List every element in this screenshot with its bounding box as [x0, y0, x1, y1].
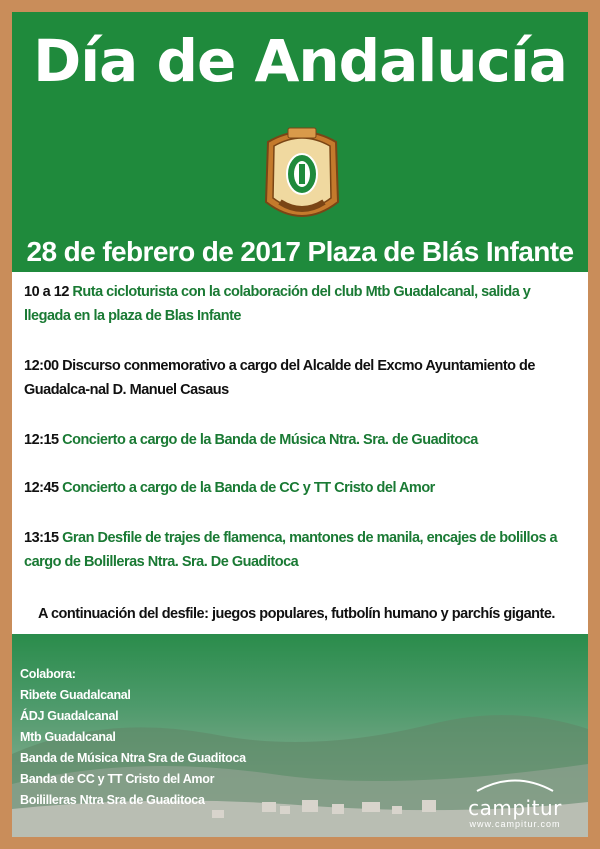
schedule-item	[24, 354, 580, 402]
schedule-text: Ruta cicloturista con la colaboración del club Mtb Guadalcanal, salida y llegada en la plaza de Blas Infante	[24, 284, 531, 324]
schedule-item	[24, 476, 580, 500]
watermark-name: campitur	[468, 796, 562, 820]
collaborator-item: ÁDJ Guadalcanal	[20, 709, 119, 723]
schedule-text: Discurso conmemorativo a cargo del Alcalde del Excmo Ayuntamiento de Guadalca-nal D. Manuel Casaus	[24, 358, 535, 398]
watermark-arc-icon	[475, 776, 555, 792]
watermark-url: www.campitur.com	[469, 819, 561, 829]
collaborator-item: Ribete Guadalcanal	[20, 688, 131, 702]
schedule-text: Concierto a cargo de la Banda de CC y TT Cristo del Amor	[62, 480, 435, 496]
crest-emblem	[258, 122, 346, 232]
schedule-text: Concierto a cargo de la Banda de Música Ntra. Sra. de Guaditoca	[62, 432, 478, 448]
schedule-time: 12:45	[24, 480, 59, 496]
page-title: Día de Andalucía	[33, 27, 567, 95]
collaborators-heading: Colabora:	[20, 667, 76, 681]
schedule-time: 13:15	[24, 530, 59, 546]
watermark	[450, 776, 580, 829]
schedule-time: 10 a 12	[24, 284, 69, 300]
collaborator-item: Banda de Música Ntra Sra de Guaditoca	[20, 751, 246, 765]
poster	[12, 12, 588, 837]
closing-note: A continuación del desfile: juegos populares, futbolín humano y parchís gigante.	[38, 606, 555, 622]
schedule-item	[24, 280, 580, 328]
schedule-item	[24, 428, 580, 452]
schedule-item	[24, 526, 580, 574]
schedule-time: 12:15	[24, 432, 59, 448]
schedule-time: 12:00	[24, 358, 59, 374]
header-banner	[12, 12, 588, 272]
collaborator-item: Mtb Guadalcanal	[20, 730, 116, 744]
schedule-text: Gran Desfile de trajes de flamenca, mantones de manila, encajes de bolillos a cargo de Bolilleras Ntra. Sra. De Guaditoca	[24, 530, 558, 570]
event-date-location: 28 de febrero de 2017 Plaza de Blás Infante	[26, 236, 574, 267]
footer-landscape	[12, 634, 588, 837]
collaborator-item: Banda de CC y TT Cristo del Amor	[20, 772, 215, 786]
collaborator-item: Boililleras Ntra Sra de Guaditoca	[20, 793, 205, 807]
collaborators-block	[20, 664, 320, 811]
